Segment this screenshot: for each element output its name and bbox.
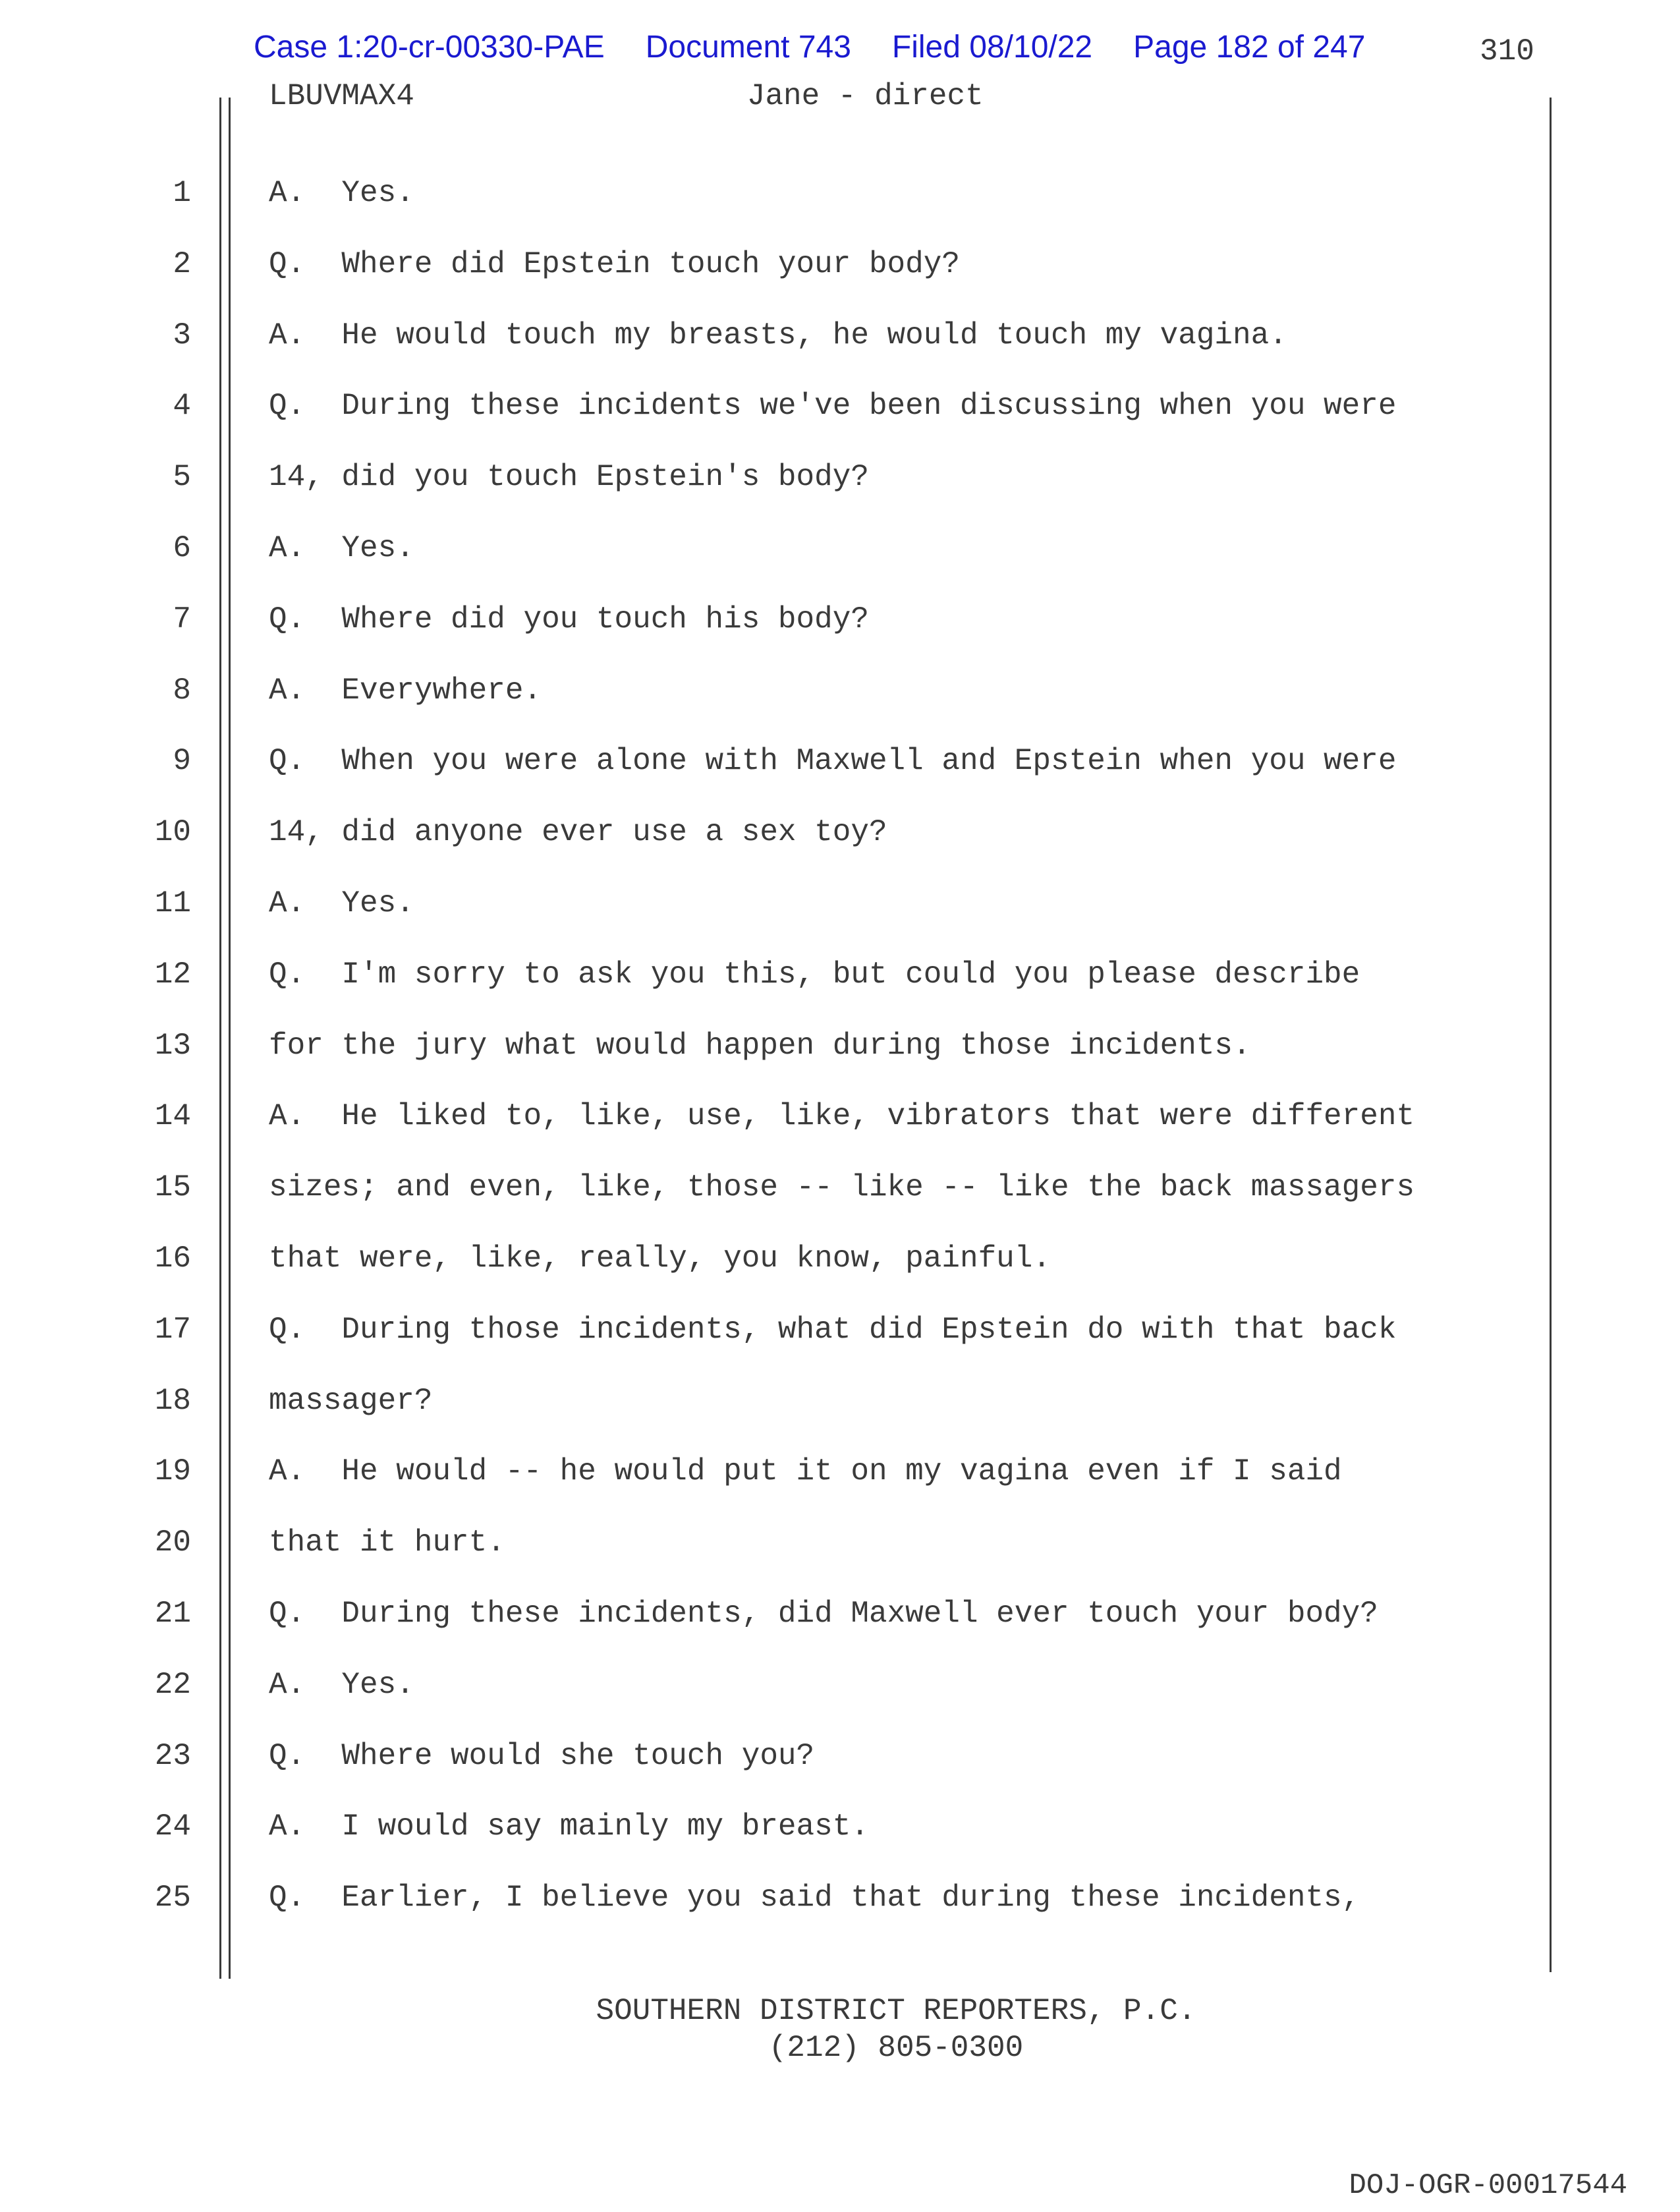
case-caption [269, 79, 984, 113]
bates-number: DOJ-OGR-00017544 [1349, 2169, 1627, 2202]
transcript-line: that were, like, really, you know, painful. [269, 1241, 1051, 1276]
transcript-line: A. Yes. [269, 530, 414, 565]
line-number: 1 [173, 176, 191, 210]
line-number: 13 [154, 1028, 191, 1063]
line-number: 8 [173, 673, 191, 708]
line-number: 2 [173, 246, 191, 281]
transcript-line: Q. Where did Epstein touch your body? [269, 246, 960, 281]
line-number: 15 [154, 1170, 191, 1205]
reporter-name: SOUTHERN DISTRICT REPORTERS, P.C. [596, 1994, 1196, 2028]
ecf-header [254, 29, 1406, 65]
line-number: 20 [154, 1525, 191, 1560]
reporter-phone: (212) 805-0300 [768, 2031, 1024, 2065]
reporter-footer [0, 1993, 1680, 2066]
transcript-line: A. He would touch my breasts, he would touch my vagina. [269, 318, 1287, 353]
line-number: 23 [154, 1738, 191, 1773]
line-number: 25 [154, 1881, 191, 1915]
transcript-line: 14, did anyone ever use a sex toy? [269, 815, 887, 850]
line-number: 17 [154, 1312, 191, 1347]
line-number-column [119, 173, 191, 1949]
left-margin-rule-inner [229, 98, 231, 1979]
line-number: 11 [154, 886, 191, 921]
line-number: 19 [154, 1454, 191, 1489]
transcript-line: A. Everywhere. [269, 673, 542, 708]
transcript-line: massager? [269, 1383, 433, 1418]
transcript-line: A. Yes. [269, 1667, 414, 1702]
transcript-line: that it hurt. [269, 1525, 505, 1560]
transcript-line: for the jury what would happen during those incidents. [269, 1028, 1251, 1063]
transcript-line: Q. During those incidents, what did Epstein do with that back [269, 1312, 1397, 1347]
line-number: 10 [154, 815, 191, 850]
line-number: 22 [154, 1667, 191, 1702]
transcript-line: A. Yes. [269, 176, 414, 210]
line-number: 6 [173, 530, 191, 565]
transcript-line: Q. During these incidents we've been discussing when you were [269, 389, 1397, 424]
transcript-page-number: 310 [1480, 34, 1534, 69]
case-number: Case 1:20-cr-00330-PAE [254, 30, 605, 65]
line-number: 18 [154, 1383, 191, 1418]
transcript-line: Q. Where would she touch you? [269, 1738, 815, 1773]
transcript-body [269, 173, 1521, 1949]
transcript-line: Q. When you were alone with Maxwell and Epstein when you were [269, 744, 1397, 779]
line-number: 4 [173, 389, 191, 424]
line-number: 12 [154, 957, 191, 992]
line-number: 24 [154, 1809, 191, 1844]
line-number: 21 [154, 1596, 191, 1631]
line-number: 16 [154, 1241, 191, 1276]
ecf-page-count: Page 182 of 247 [1133, 30, 1366, 65]
transcript-line: sizes; and even, like, those -- like -- like the back massagers [269, 1170, 1415, 1205]
line-number: 9 [173, 744, 191, 779]
transcript-line: A. Yes. [269, 886, 414, 921]
line-number: 14 [154, 1099, 191, 1134]
line-number: 7 [173, 602, 191, 637]
transcript-line: A. I would say mainly my breast. [269, 1809, 869, 1844]
caption-code: LBUVMAX4 [269, 79, 414, 113]
line-number: 3 [173, 318, 191, 353]
right-margin-rule [1550, 98, 1552, 1972]
transcript-line: A. He liked to, like, use, like, vibrators that were different [269, 1099, 1415, 1134]
transcript-line: Q. During these incidents, did Maxwell ever touch your body? [269, 1596, 1378, 1631]
transcript-line: Q. Earlier, I believe you said that during these incidents, [269, 1881, 1360, 1915]
left-margin-rule-outer [219, 98, 221, 1979]
transcript-line: A. He would -- he would put it on my vagina even if I said [269, 1454, 1342, 1489]
transcript-line: Q. I'm sorry to ask you this, but could you please describe [269, 957, 1360, 992]
caption-witness: Jane - direct [746, 79, 984, 113]
document-number: Document 743 [645, 30, 851, 65]
filed-date: Filed 08/10/22 [891, 30, 1093, 65]
line-number: 5 [173, 460, 191, 495]
transcript-line: 14, did you touch Epstein's body? [269, 460, 869, 495]
transcript-line: Q. Where did you touch his body? [269, 602, 869, 637]
